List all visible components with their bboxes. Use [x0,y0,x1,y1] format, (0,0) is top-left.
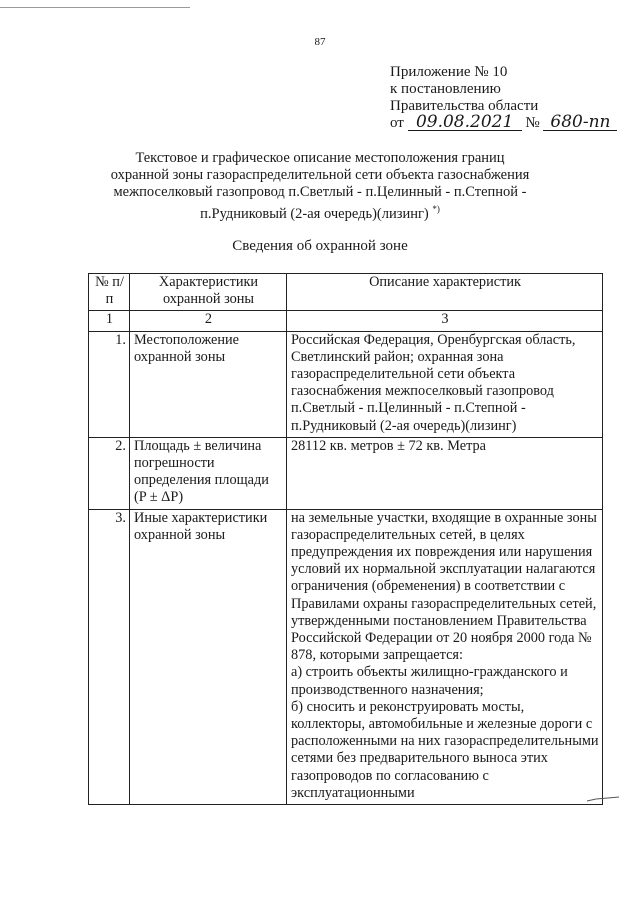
row-characteristic: Местоположение охранной зоны [130,331,287,437]
row-number: 2. [89,437,130,509]
title-line-2: охранной зоны газораспределительной сети объекта газоснабжения [110,167,530,183]
column-number-1: 1 [89,311,130,331]
header-description: Описание характеристик [287,274,603,311]
row-description-cell [287,509,603,804]
title-line-1: Текстовое и графическое описание местоположения границ [135,150,505,166]
number-label: № [525,115,540,131]
row-characteristic: Площадь ± величина погрешности определения площади (P ± ΔP) [130,437,287,509]
row-description: на земельные участки, входящие в охранные зоны газораспределительных сетей, в целях предупреждения их повреждения или нарушения условий их нормальной эксплуатации налагаются ограничения (обременения) в соответствии с Правилами охраны газораспределительных сетей, утвержденными постановлением Правительства Российской Федерации от 20 ноября 2000 года № 878, которыми запрещается: [291,509,597,664]
row-number: 1. [89,331,130,437]
handwritten-date: 09.08.2021 [408,115,522,131]
restriction-item-a: а) строить объекты жилищно-гражданского и производственного назначения; [291,664,568,698]
column-number-2: 2 [130,311,287,331]
appendix-line-3: Правительства области [390,98,539,114]
row-number: 3. [89,509,130,804]
section-title: Сведения об охранной зоне [232,238,408,254]
appendix-date-line [390,112,617,132]
appendix-line-1: Приложение № 10 [390,64,508,80]
page-number: 87 [314,36,326,48]
table-row [89,437,603,509]
header-characteristic: Характеристики охранной зоны [130,274,287,311]
top-rule [0,7,190,8]
footnote-mark: *) [432,204,440,214]
pencil-mark [586,796,620,802]
table-header-row [89,274,603,311]
title-line-4: п.Рудниковый (2-ая очередь)(лизинг) [200,205,429,222]
title-line-4-wrap [100,201,540,223]
header-number: № п/п [89,274,130,311]
column-number-row [89,311,603,331]
row-description: 28112 кв. метров ± 72 кв. Метра [287,437,603,509]
zone-info-table [88,273,603,805]
column-number-3: 3 [287,311,603,331]
handwritten-number: 680-пп [543,115,617,131]
title-line-3: межпоселковый газопровод п.Светлый - п.Целинный - п.Степной - [113,184,527,200]
appendix-block [390,64,617,132]
row-description: Российская Федерация, Оренбургская область, Светлинский район; охранная зона газораспределительной сети объекта газоснабжения межпоселковый газопровод п.Светлый - п.Целинный - п.Степной - п.Рудниковый (2-ая очередь)(лизинг) [287,331,603,437]
table-row [89,509,603,804]
from-label: от [390,115,404,131]
document-title [100,150,540,223]
appendix-line-2: к постановлению [390,81,501,97]
table-row [89,331,603,437]
restriction-item-b: б) сносить и реконструировать мосты, коллекторы, автомобильные и железные дороги с расположенными на них газораспределительными сетями без предварительного выноса этих газопроводов по согласованию с эксплуатационными [291,698,599,801]
row-characteristic: Иные характеристики охранной зоны [130,509,287,804]
